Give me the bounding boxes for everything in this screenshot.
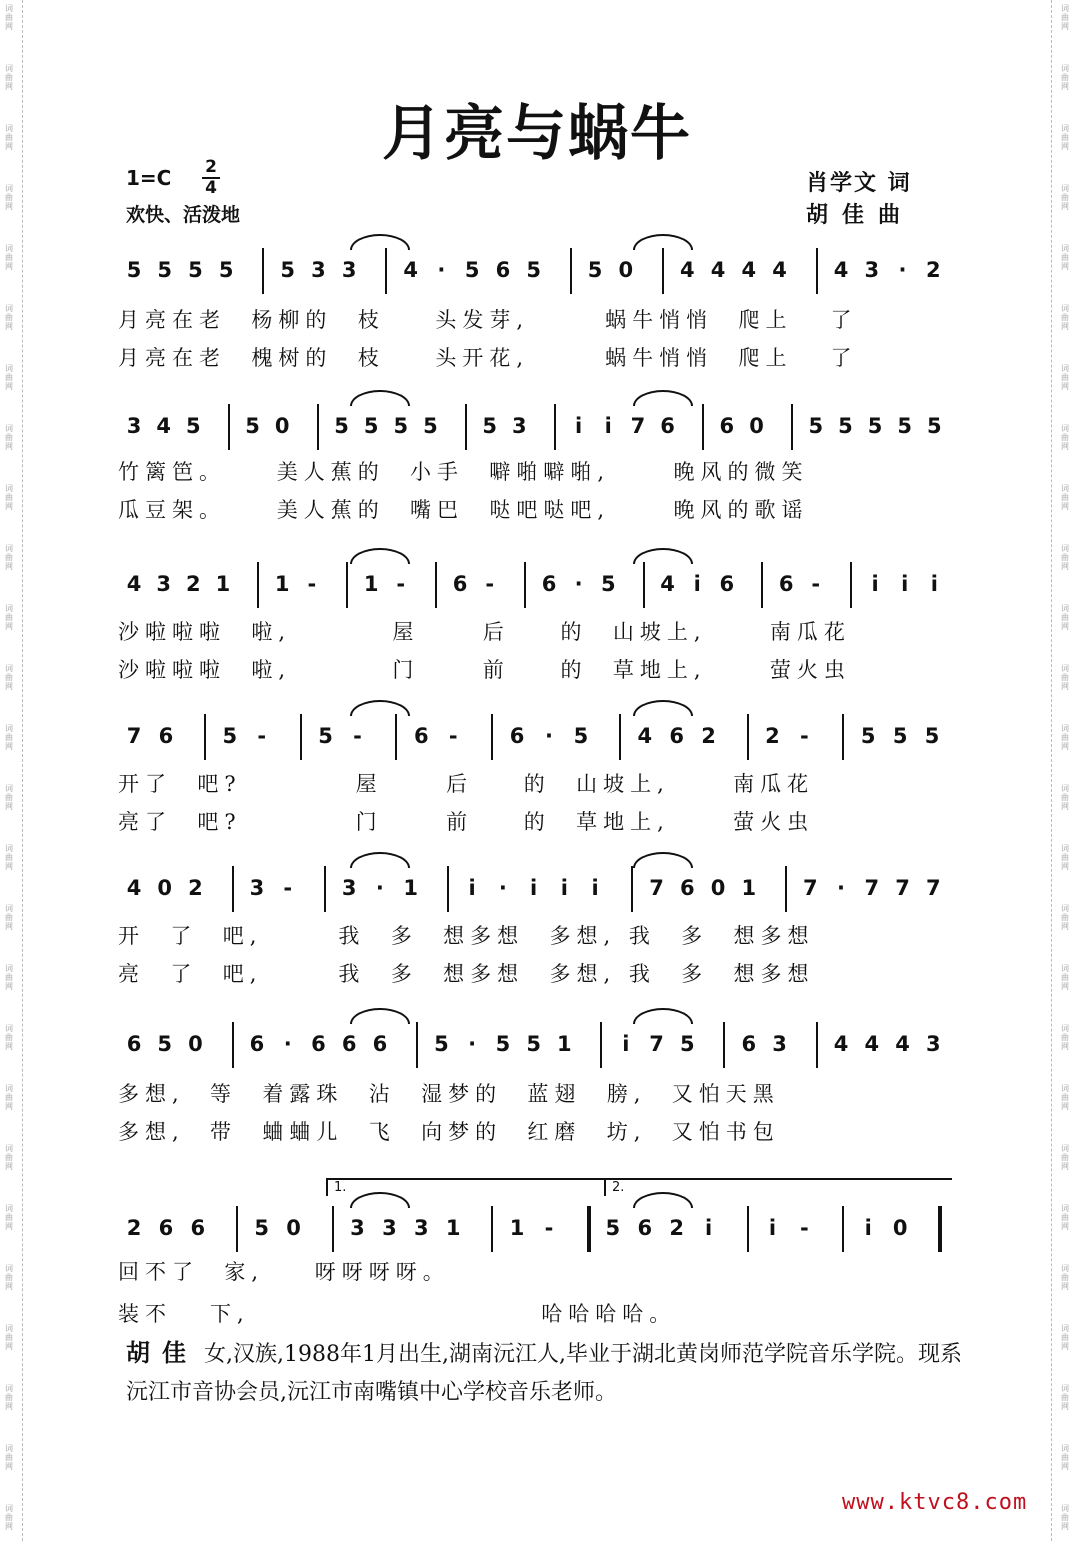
note: 5 [573,724,589,748]
bar-line [761,562,763,608]
bar-line [228,404,230,450]
watermark-text: 词 曲 网 [5,1024,13,1051]
note: · [468,1032,477,1056]
slur-arc [350,234,410,250]
note: · [498,876,507,900]
note: 4 [156,414,171,438]
note: 5 [363,414,379,438]
note: 1 [445,1216,461,1240]
note: 3 [341,876,357,900]
note: 1 [557,1032,572,1056]
bar-line [324,866,326,912]
slur-arc [633,700,693,716]
note: 3 [925,1032,941,1056]
note: 0 [188,1032,203,1056]
note: 5 [482,414,498,438]
note: 0 [274,414,290,438]
note: 3 [156,572,171,596]
meter-top: 2 [205,157,217,177]
note: i [901,572,909,596]
bar-line [816,1022,818,1068]
bar-line [491,714,493,760]
watermark-text: 词 曲 网 [5,1504,13,1531]
slur-arc [350,700,410,716]
lyric-line: 装不 下, 哈哈哈哈。 [118,1302,677,1326]
note-row [118,1206,954,1252]
note: 3 [772,1032,787,1056]
note: 4 [680,258,695,282]
note: 5 [892,724,908,748]
bar-line [702,404,704,450]
watermark-text: 词 曲 网 [5,1264,13,1291]
note: i [575,414,583,438]
watermark-text: 词 曲 网 [5,304,13,331]
score-line [118,714,954,834]
note: 6 [509,724,525,748]
note: 1 [509,1216,525,1240]
watermark-text: 词 曲 网 [5,904,13,931]
note: 3 [413,1216,429,1240]
bar-line [747,714,749,760]
bar-line [465,404,467,450]
watermark-text: 词 曲 网 [5,1324,13,1351]
note: 6 [158,724,174,748]
bar-line [395,714,397,760]
composer-bio [126,1334,966,1412]
note: 6 [778,572,794,596]
note: 0 [157,876,173,900]
song-title: 月亮与蜗牛 [382,99,692,169]
watermark-text: 词 曲 网 [1061,4,1069,31]
note: · [545,724,553,748]
bar-line [232,1022,234,1068]
watermark-text: 词 曲 网 [1061,604,1069,631]
note: 7 [925,876,941,900]
note: 5 [924,724,940,748]
note: 5 [393,414,409,438]
note: 4 [660,572,675,596]
note: - [448,724,458,748]
site-watermark: www.ktvc8.com [842,1490,1028,1515]
watermark-text: 词 曲 网 [5,844,13,871]
slur-arc [633,1008,693,1024]
note: 5 [218,258,234,282]
bar-line [619,714,621,760]
note: - [257,724,267,748]
note: 5 [526,258,541,282]
bar-line [600,1022,602,1068]
note: 5 [423,414,438,438]
bar-line [842,1206,844,1252]
note: - [800,724,809,748]
note-row [118,562,954,608]
note: 4 [833,1032,849,1056]
note: 2 [669,1216,684,1240]
note: 5 [867,414,883,438]
bar-line [643,562,645,608]
note: 3 [512,414,527,438]
note: 3 [249,876,265,900]
watermark-text: 词 曲 网 [1061,64,1069,91]
bar-line [204,714,206,760]
watermark-text: 词 曲 网 [5,664,13,691]
watermark-text: 词 曲 网 [5,784,13,811]
note: 4 [772,258,787,282]
note: 5 [434,1032,449,1056]
watermark-text: 词 曲 网 [5,544,13,571]
note: 4 [126,572,142,596]
note: 5 [897,414,913,438]
note: i [591,876,599,900]
watermark-text: 词 曲 网 [5,1144,13,1171]
bar-line [938,1206,942,1252]
note: 6 [372,1032,388,1056]
note: 2 [701,724,716,748]
watermark-text: 词 曲 网 [1061,844,1069,871]
watermark-text: 词 曲 网 [5,724,13,751]
note: · [837,876,846,900]
bar-line [554,404,556,450]
right-margin-strip [1051,0,1074,1541]
watermark-text: 词 曲 网 [1061,1504,1069,1531]
bar-line [723,1022,725,1068]
note: 3 [864,258,880,282]
bar-line [587,1206,591,1252]
note: 5 [464,258,480,282]
lyric-line: 回不了 家, 呀呀呀呀。 [118,1260,450,1284]
note: 5 [126,258,142,282]
note: 0 [710,876,726,900]
watermark-text: 词 曲 网 [5,364,13,391]
lyric-line: 月亮在老 槐树的 枝 头开花, 蜗牛悄悄 爬上 了 [118,346,858,370]
note: 2 [185,572,201,596]
note: 3 [311,258,326,282]
note: 5 [334,414,349,438]
watermark-text: 词 曲 网 [1061,424,1069,451]
bar-line [300,714,302,760]
watermark-text: 词 曲 网 [1061,1444,1069,1471]
watermark-text: 词 曲 网 [1061,484,1069,511]
note: 4 [403,258,418,282]
score-line [118,1022,954,1144]
lyricist-credit: 肖学文 词 [806,170,912,196]
slur-arc [350,390,410,406]
watermark-text: 词 曲 网 [1061,364,1069,391]
note: i [871,572,879,596]
note: 5 [600,572,616,596]
bar-line [785,866,787,912]
watermark-text: 词 曲 网 [5,1384,13,1411]
note: 5 [808,414,824,438]
note: 0 [749,414,764,438]
tempo-marking: 欢快、活泼地 [126,204,241,226]
bar-line [791,404,793,450]
watermark-text: 词 曲 网 [1061,304,1069,331]
lyric-line: 亮 了 吧, 我 多 想多想 多想, 我 多 想多想 [118,962,815,986]
bio-text: 女,汉族,1988年1月出生,湖南沅江人,毕业于湖北黄岗师范学院音乐学院。现系沅江市音协会员,沅江市南嘴镇中心学校音乐老师。 [126,1342,962,1405]
note: i [468,876,476,900]
note: 5 [222,724,238,748]
lyric-line: 开了 吧? 屋 后 的 山坡上, 南瓜花 [118,772,815,796]
note: i [530,876,538,900]
watermark-text: 词 曲 网 [1061,1384,1069,1411]
note: 5 [185,414,201,438]
note: 3 [350,1216,365,1240]
bar-line [232,866,234,912]
slur-arc [633,390,693,406]
note-row [118,714,954,760]
lyric-line: 沙啦啦啦 啦, 屋 后 的 山坡上, 南瓜花 [118,620,851,644]
note-row [118,404,954,450]
note: 6 [680,876,695,900]
score-line [118,404,954,522]
note: - [353,724,362,748]
score-line [118,1180,954,1326]
note: 6 [190,1216,206,1240]
note: · [898,258,907,282]
note: 6 [452,572,468,596]
bar-line [416,1022,418,1068]
watermark-text: 词 曲 网 [1061,1324,1069,1351]
note: 7 [649,876,664,900]
note: 5 [157,1032,173,1056]
watermark-text: 词 曲 网 [1061,904,1069,931]
note: 6 [311,1032,326,1056]
note: - [800,1216,809,1240]
watermark-text: 词 曲 网 [1061,1024,1069,1051]
note: - [485,572,495,596]
note: 6 [719,414,735,438]
note: 3 [126,414,142,438]
watermark-text: 词 曲 网 [1061,184,1069,211]
watermark-text: 词 曲 网 [1061,1264,1069,1291]
slur-arc [350,548,410,564]
note: 0 [286,1216,301,1240]
note: 5 [838,414,853,438]
bar-line [236,1206,238,1252]
lyric-line: 亮了 吧? 门 前 的 草地上, 萤火虫 [118,810,815,834]
note: i [560,876,568,900]
note: 7 [802,876,818,900]
note: 0 [892,1216,908,1240]
note: 5 [605,1216,621,1240]
note: 1 [363,572,379,596]
score-line [118,562,954,682]
note: 6 [413,724,429,748]
note: 5 [680,1032,695,1056]
time-signature [200,158,222,198]
slur-arc [633,548,693,564]
note: 6 [719,572,735,596]
bar-line [447,866,449,912]
watermark-text: 词 曲 网 [1061,124,1069,151]
note: 7 [864,876,880,900]
lyric-line: 多想, 等 着露珠 沾 湿梦的 蓝翅 膀, 又怕天黑 [118,1082,780,1106]
note: - [283,876,293,900]
watermark-text: 词 曲 网 [5,1444,13,1471]
bar-line [435,562,437,608]
watermark-text: 词 曲 网 [5,1204,13,1231]
note: 5 [245,414,260,438]
note: 7 [895,876,910,900]
note: 4 [710,258,726,282]
bar-line [631,866,633,912]
lyric-line: 沙啦啦啦 啦, 门 前 的 草地上, 萤火虫 [118,658,851,682]
lyric-line: 瓜豆架。 美人蕉的 嘴巴 哒吧哒吧, 晚风的歌谣 [118,498,809,522]
note: 6 [249,1032,265,1056]
note: 6 [541,572,557,596]
bar-line [850,562,852,608]
note: 5 [280,258,296,282]
score-line [118,248,954,370]
note: · [437,258,446,282]
meter-bottom: 4 [205,178,217,198]
note: 5 [157,258,173,282]
note: 2 [188,876,203,900]
note: i [705,1216,713,1240]
note: 7 [649,1032,664,1056]
note: 5 [188,258,203,282]
bar-line [332,1206,334,1252]
note: 6 [669,724,684,748]
watermark-text: 词 曲 网 [1061,544,1069,571]
bar-line [747,1206,749,1252]
note: - [811,572,821,596]
note: i [604,414,612,438]
watermark-text: 词 曲 网 [5,484,13,511]
watermark-text: 词 曲 网 [5,964,13,991]
note: · [283,1032,292,1056]
note: 6 [158,1216,174,1240]
watermark-text: 词 曲 网 [5,1084,13,1111]
watermark-text: 词 曲 网 [5,424,13,451]
slur-arc [350,852,410,868]
note: 7 [126,724,142,748]
note: · [375,876,384,900]
watermark-text: 词 曲 网 [1061,664,1069,691]
note: 6 [660,414,675,438]
note: 3 [382,1216,397,1240]
note: 4 [864,1032,880,1056]
lyric-line: 多想, 带 蛐蛐儿 飞 向梦的 红磨 坊, 又怕书包 [118,1120,780,1144]
note: 5 [526,1032,541,1056]
note: i [768,1216,777,1240]
note: 7 [630,414,646,438]
lyric-line: 开 了 吧, 我 多 想多想 多想, 我 多 想多想 [118,924,815,948]
note: 6 [341,1032,357,1056]
bar-line [491,1206,493,1252]
note: - [544,1216,554,1240]
bio-name: 胡佳 [126,1338,198,1367]
note: 2 [126,1216,142,1240]
slur-arc [633,852,693,868]
note: i [693,572,701,596]
note: 0 [618,258,634,282]
watermark-text: 词 曲 网 [1061,784,1069,811]
note: 5 [318,724,333,748]
bar-line [524,562,526,608]
note: 1 [274,572,290,596]
note: 1 [215,572,231,596]
note: 5 [495,1032,511,1056]
note: 4 [833,258,849,282]
watermark-text: 词 曲 网 [5,64,13,91]
note: 6 [637,1216,653,1240]
note: 6 [495,258,511,282]
bar-line [662,248,664,294]
volta-bracket: 2. [604,1178,952,1196]
watermark-text: 词 曲 网 [1061,724,1069,751]
watermark-text: 词 曲 网 [1061,964,1069,991]
bar-line [816,248,818,294]
note: i [622,1032,630,1056]
note: 6 [126,1032,142,1056]
volta-bracket: 1. [326,1178,604,1196]
lyric-line: 月亮在老 杨柳的 枝 头发芽, 蜗牛悄悄 爬上 了 [118,308,858,332]
watermark-text: 词 曲 网 [5,4,13,31]
note: 4 [895,1032,910,1056]
note: - [307,572,317,596]
note: 6 [741,1032,757,1056]
note: - [396,572,406,596]
bar-line [570,248,572,294]
note: i [930,572,938,596]
note-row [118,248,954,294]
note: 5 [587,258,603,282]
note-row [118,1022,954,1068]
note: 5 [927,414,942,438]
note-row [118,866,954,912]
watermark-text: 词 曲 网 [5,604,13,631]
left-margin-strip [0,0,23,1541]
key-signature: 1=C [126,166,172,190]
watermark-text: 词 曲 网 [1061,1204,1069,1231]
bar-line [346,562,348,608]
watermark-text: 词 曲 网 [5,124,13,151]
score-line [118,866,954,986]
composer-credit: 胡佳曲 [806,202,915,228]
watermark-text: 词 曲 网 [5,184,13,211]
watermark-text: 词 曲 网 [5,244,13,271]
note: 5 [860,724,876,748]
lyric-line: 竹篱笆。 美人蕉的 小手 噼啪噼啪, 晚风的微笑 [118,460,809,484]
note: 4 [126,876,142,900]
note: 5 [254,1216,269,1240]
note: · [574,572,583,596]
slur-arc [350,1008,410,1024]
watermark-text: 词 曲 网 [1061,244,1069,271]
bar-line [385,248,387,294]
note: 4 [637,724,653,748]
bar-line [842,714,844,760]
note: 4 [741,258,757,282]
note: i [864,1216,872,1240]
bar-line [262,248,264,294]
note: 2 [925,258,941,282]
note: 1 [741,876,757,900]
watermark-text: 词 曲 网 [1061,1144,1069,1171]
watermark-text: 词 曲 网 [1061,1084,1069,1111]
bar-line [317,404,319,450]
note: 1 [403,876,418,900]
note: 2 [765,724,780,748]
note: 3 [341,258,357,282]
bar-line [257,562,259,608]
slur-arc [633,234,693,250]
